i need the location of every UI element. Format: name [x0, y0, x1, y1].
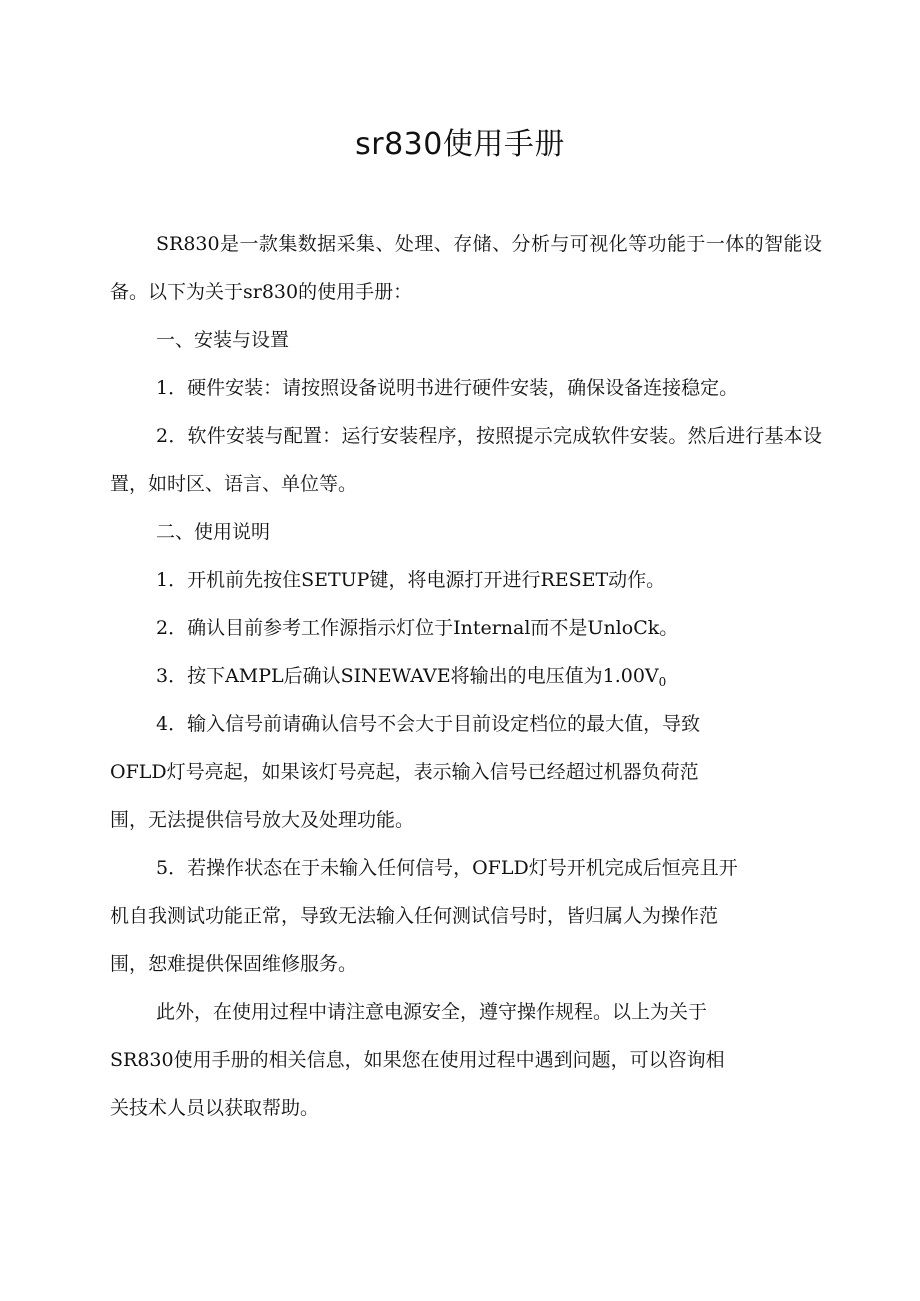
- intro-paragraph: SR830是一款集数据采集、处理、存储、分析与可视化等功能于一体的智能设备。以下为关于sr830的使用手册：: [110, 233, 822, 303]
- document-body: [110, 220, 822, 1132]
- closing-line2: SR830使用手册的相关信息，如果您在使用过程中遇到问题，可以咨询相: [110, 1049, 725, 1071]
- closing-line3: 关技术人员以获取帮助。: [110, 1097, 320, 1119]
- section2-item5-line3: 围，恕难提供保固维修服务。: [110, 953, 358, 975]
- document-title: sr830使用手册: [355, 127, 565, 162]
- section1-heading: 一、安装与设置: [156, 329, 290, 351]
- section1-item1: 1．硬件安装：请按照设备说明书进行硬件安装，确保设备连接稳定。: [156, 377, 739, 399]
- closing-line1: 此外，在使用过程中请注意电源安全，遵守操作规程。以上为关于: [156, 1001, 708, 1023]
- section2-item4-line2: OFLD灯号亮起，如果该灯号亮起，表示输入信号已经超过机器负荷范: [110, 761, 699, 783]
- section2-item5-line1: 5．若操作状态在于未输入任何信号，OFLD灯号开机完成后恒亮且开: [156, 857, 738, 879]
- section2-item3: [110, 652, 822, 700]
- section2-item4-line1: 4．输入信号前请确认信号不会大于目前设定档位的最大值，导致: [156, 713, 701, 735]
- section2-item3-subscript: 0: [658, 675, 667, 689]
- section2-item1: 1．开机前先按住SETUP键，将电源打开进行RESET动作。: [156, 569, 666, 591]
- section1-item2: 2．软件安装与配置：运行安装程序，按照提示完成软件安装。然后进行基本设置，如时区、语言、单位等。: [110, 425, 822, 495]
- section2-item5-line2: 机自我测试功能正常，导致无法输入任何测试信号时，皆归属人为操作范: [110, 905, 719, 927]
- section2-item2: 2．确认目前参考工作源指示灯位于Internal而不是UnloCk。: [156, 617, 679, 639]
- section2-item3-text: 3．按下AMPL后确认SINEWAVE将输出的电压值为1.00V: [156, 665, 659, 687]
- section2-heading: 二、使用说明: [156, 521, 271, 543]
- section2-item4-line3: 围，无法提供信号放大及处理功能。: [110, 809, 415, 831]
